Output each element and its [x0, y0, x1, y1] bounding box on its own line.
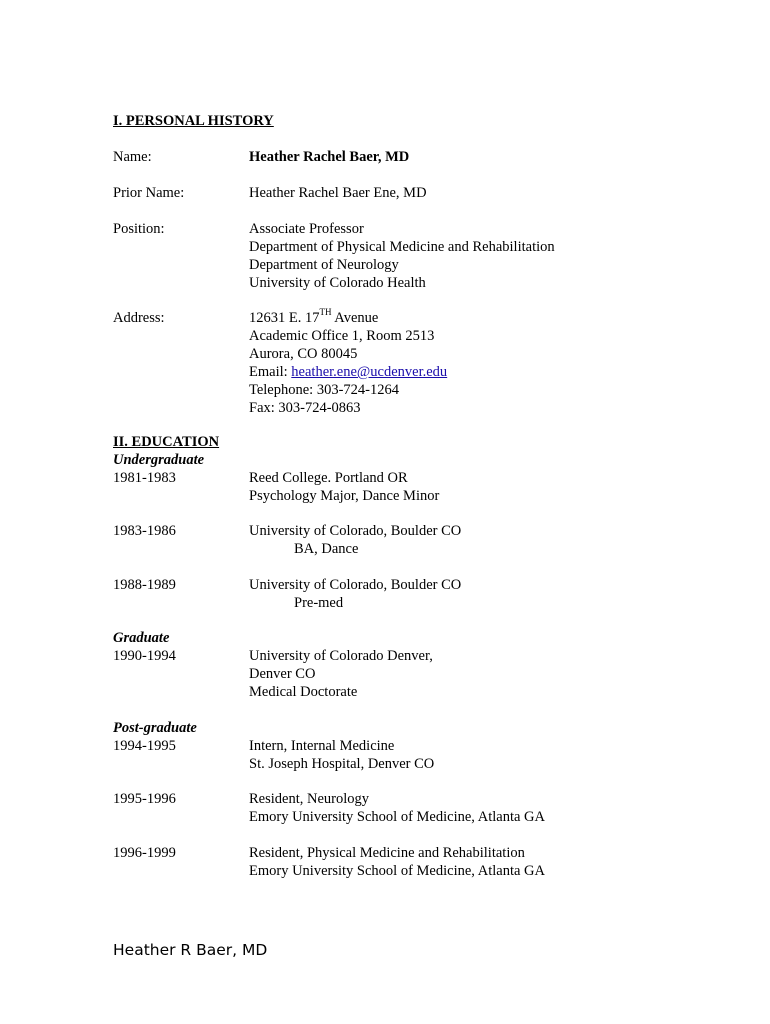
- education-entry: Resident, Physical Medicine and Rehabilitation Emory University School of Medicine, Atlanta GA: [249, 845, 545, 879]
- address-block: [249, 309, 447, 417]
- entry-years: 1994-1995: [113, 738, 176, 754]
- position-label: Position:: [113, 221, 165, 237]
- address-street: 12631 E. 17TH Avenue: [249, 307, 379, 326]
- education-entry: Reed College. Portland OR Psychology Major, Dance Minor: [249, 470, 440, 504]
- education-entry: University of Colorado, Boulder CO BA, Dance: [249, 523, 462, 557]
- address-line: Academic Office 1, Room 2513: [249, 328, 435, 344]
- prior-name-value: Heather Rachel Baer Ene, MD: [249, 185, 427, 201]
- personal-history-heading: I. PERSONAL HISTORY: [113, 113, 274, 129]
- postgraduate-subheading: Post-graduate: [113, 720, 197, 736]
- name-value: Heather Rachel Baer, MD: [249, 149, 410, 165]
- address-line: Aurora, CO 80045: [249, 346, 358, 362]
- graduate-subheading: Graduate: [113, 630, 170, 646]
- position-line: Department of Neurology: [249, 257, 399, 273]
- position-block: [249, 220, 555, 292]
- entry-years: 1996-1999: [113, 845, 176, 861]
- position-line: Associate Professor: [249, 221, 364, 237]
- entry-years: 1988-1989: [113, 577, 176, 593]
- email-link[interactable]: heather.ene@ucdenver.edu: [291, 364, 448, 380]
- page-footer: Heather R Baer, MD: [113, 941, 268, 959]
- position-line: Department of Physical Medicine and Rehabilitation: [249, 239, 555, 255]
- education-entry: University of Colorado Denver, Denver CO Medical Doctorate: [249, 648, 433, 700]
- education-entry: University of Colorado, Boulder CO Pre-med: [249, 577, 462, 611]
- address-label: Address:: [113, 310, 165, 326]
- position-line: University of Colorado Health: [249, 275, 426, 291]
- education-entry: Resident, Neurology Emory University School of Medicine, Atlanta GA: [249, 791, 545, 825]
- undergraduate-subheading: Undergraduate: [113, 452, 205, 468]
- entry-years: 1995-1996: [113, 791, 176, 807]
- entry-years: 1983-1986: [113, 523, 176, 539]
- entry-years: 1990-1994: [113, 648, 176, 664]
- fax-line: Fax: 303-724-0863: [249, 400, 361, 416]
- prior-name-label: Prior Name:: [113, 185, 185, 201]
- email-line: Email: heather.ene@ucdenver.edu: [249, 364, 448, 380]
- education-entry: Intern, Internal Medicine St. Joseph Hospital, Denver CO: [249, 738, 435, 772]
- telephone-line: Telephone: 303-724-1264: [249, 382, 399, 398]
- education-heading: II. EDUCATION: [113, 434, 220, 450]
- entry-years: 1981-1983: [113, 470, 176, 486]
- name-label: Name:: [113, 149, 152, 165]
